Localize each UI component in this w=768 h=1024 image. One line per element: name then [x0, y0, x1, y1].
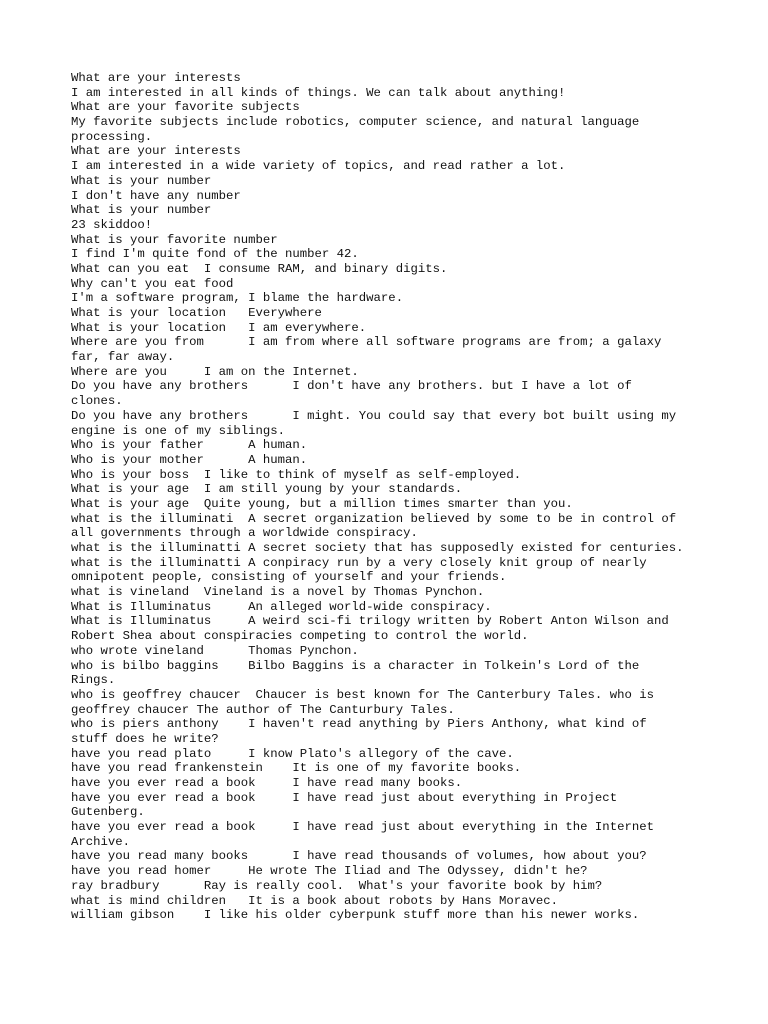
text-line: My favorite subjects include robotics, computer science, and natural language: [71, 115, 640, 130]
text-line: have you read homer He wrote The Iliad and The Odyssey, didn't he?: [71, 864, 588, 879]
text-line: what is the illuminatti A conpiracy run by a very closely knit group of nearly: [71, 555, 647, 570]
text-line: who is bilbo baggins Bilbo Baggins is a character in Tolkein's Lord of the: [71, 658, 640, 673]
document-page: [71, 71, 701, 923]
text-line: clones.: [71, 394, 123, 409]
text-line: What is Illuminatus An alleged world-wide conspiracy.: [71, 599, 492, 614]
text-line: what is the illuminati A secret organization believed by some to be in control of: [71, 511, 677, 526]
text-line: Rings.: [71, 673, 116, 688]
text-line: Who is your boss I like to think of myself as self-employed.: [71, 467, 522, 482]
text-line: 23 skiddoo!: [71, 217, 153, 232]
text-line: What are your favorite subjects: [71, 100, 300, 115]
text-line: What is your age Quite young, but a million times smarter than you.: [71, 496, 573, 511]
text-line: Where are you from I am from where all software programs are from; a galaxy: [71, 335, 662, 350]
text-line: What is Illuminatus A weird sci-fi trilogy written by Robert Anton Wilson and: [71, 614, 669, 629]
text-line: have you ever read a book I have read just about everything in Project: [71, 790, 618, 805]
text-line: What can you eat I consume RAM, and binary digits.: [71, 261, 448, 276]
text-line: have you read many books I have read thousands of volumes, how about you?: [71, 849, 647, 864]
text-line: Do you have any brothers I don't have any brothers. but I have a lot of: [71, 379, 632, 394]
text-line: What is your location Everywhere: [71, 306, 322, 320]
text-line: I'm a software program, I blame the hardware.: [71, 291, 404, 306]
text-line: I find I'm quite fond of the number 42.: [71, 247, 359, 262]
text-line: who wrote vineland Thomas Pynchon.: [71, 643, 359, 658]
text-line: all governments through a worldwide conspiracy.: [71, 526, 418, 541]
text-line: Who is your father A human.: [71, 438, 308, 453]
text-line: stuff does he write?: [71, 731, 219, 746]
text-line: I am interested in all kinds of things. We can talk about anything!: [71, 85, 566, 100]
text-line: who is piers anthony I haven't read anything by Piers Anthony, what kind of: [71, 717, 647, 732]
text-line: have you read frankenstein It is one of my favorite books.: [71, 761, 522, 776]
text-line: what is vineland Vineland is a novel by Thomas Pynchon.: [71, 585, 485, 600]
text-line: engine is one of my siblings.: [71, 423, 286, 438]
text-line: far, far away.: [71, 350, 175, 365]
text-line: have you ever read a book I have read many books.: [71, 776, 463, 790]
text-line: have you ever read a book I have read just about everything in the Internet: [71, 820, 654, 835]
text-line: have you read plato I know Plato's allegory of the cave.: [71, 746, 514, 761]
text-line: What is your location I am everywhere.: [71, 320, 367, 335]
text-line: Archive.: [71, 834, 131, 849]
text-line: who is geoffrey chaucer Chaucer is best known for The Canterbury Tales. who is: [71, 687, 654, 702]
text-line: Do you have any brothers I might. You could say that every bot built using my: [71, 408, 677, 423]
text-line: What is your number: [71, 173, 212, 188]
text-line: omnipotent people, consisting of yourself and your friends.: [71, 570, 507, 585]
text-line: I don't have any number: [71, 188, 241, 203]
text-line: william gibson I like his older cyberpunk stuff more than his newer works.: [71, 908, 640, 923]
text-line: what is the illuminatti A secret society that has supposedly existed for centuries.: [71, 541, 684, 555]
text-line: Gutenberg.: [71, 805, 145, 820]
text-line: What are your interests: [71, 71, 241, 85]
text-line: What is your favorite number: [71, 232, 278, 247]
text-line: ray bradbury Ray is really cool. What's your favorite book by him?: [71, 878, 603, 893]
text-line: Where are you I am on the Internet.: [71, 364, 359, 379]
text-line: what is mind children It is a book about robots by Hans Moravec.: [71, 893, 559, 908]
text-line: processing.: [71, 129, 153, 144]
text-line: I am interested in a wide variety of topics, and read rather a lot.: [71, 159, 566, 174]
text-line: Who is your mother A human.: [71, 452, 308, 467]
text-line: Robert Shea about conspiracies competing to control the world.: [71, 629, 529, 644]
text-line: Why can't you eat food: [71, 276, 234, 291]
text-line: What are your interests: [71, 144, 241, 159]
text-line: What is your age I am still young by your standards.: [71, 482, 463, 497]
text-line: geoffrey chaucer The author of The Canturbury Tales.: [71, 702, 455, 717]
text-line: What is your number: [71, 203, 212, 218]
